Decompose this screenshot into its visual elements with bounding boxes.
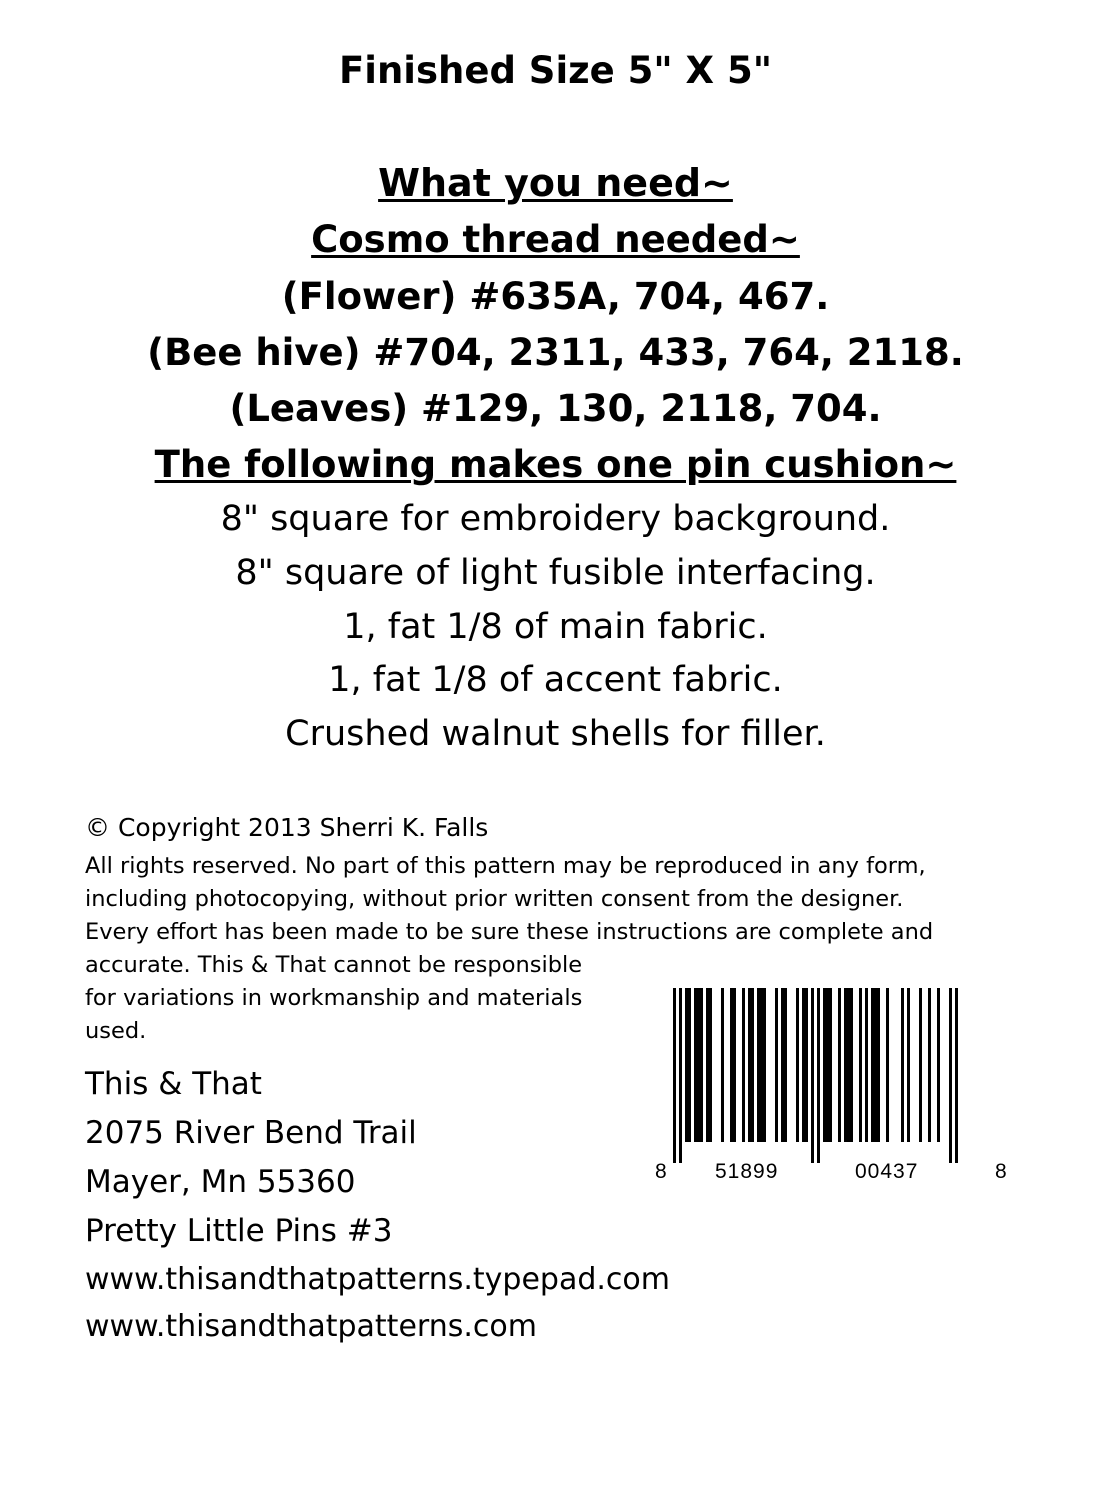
barcode-bar [823,988,832,1142]
supplies-section [0,50,1111,761]
legal-line-6: used. [85,1018,147,1045]
pattern-name: Pretty Little Pins #3 [85,1212,393,1249]
barcode-bar [757,988,766,1142]
barcode [655,988,1010,1189]
supply-item-3: 1, fat 1/8 of main fabric. [343,606,768,647]
barcode-right-digit: 8 [995,1160,1008,1183]
thread-line-leaves: (Leaves) #129, 130, 2118, 704. [229,387,882,430]
city-state-zip: Mayer, Mn 55360 [85,1163,356,1200]
following-makes-heading [0,437,1111,493]
barcode-left-digit: 8 [655,1160,668,1183]
needs-list [0,155,1111,762]
publisher-address [85,1060,670,1351]
barcode-group-2: 00437 [855,1160,919,1183]
finished-size-heading: Finished Size 5" X 5" [339,49,772,92]
supply-item-4: 1, fat 1/8 of accent fabric. [328,660,783,701]
barcode-digits [655,1160,1010,1189]
barcode-space [889,988,901,1163]
barcode-bar [694,988,703,1142]
barcode-space [910,988,919,1163]
following-makes-label: The following makes one pin cushion~ [154,443,957,487]
barcode-bar [844,988,853,1142]
barcode-space [712,988,721,1163]
website-main[interactable]: www.thisandthatpatterns.com [85,1309,537,1345]
legal-line-3: Every effort has been made to be sure these instructions are complete and [85,919,934,946]
what-you-need-heading [0,155,1111,213]
company-name: This & That [85,1066,262,1102]
supply-item-1: 8" square for embroidery background. [220,499,891,540]
what-you-need-label: What you need~ [378,160,733,205]
barcode-space [787,988,796,1163]
website-typepad[interactable]: www.thisandthatpatterns.typepad.com [85,1261,670,1297]
barcode-group-1: 51899 [715,1160,779,1183]
cosmo-thread-label: Cosmo thread needed~ [311,218,800,262]
thread-line-flower: (Flower) #635A, 704, 467. [281,274,830,318]
thread-line-beehive: (Bee hive) #704, 2311, 433, 764, 2118. [147,330,964,374]
barcode-bar [871,988,880,1142]
legal-line-2: including photocopying, without prior written consent from the designer. [85,886,904,913]
barcode-space [766,988,775,1163]
copyright-notice: © Copyright 2013 Sherri K. Falls [85,813,489,842]
street-address: 2075 River Bend Trail [85,1114,417,1151]
legal-line-5: for variations in workmanship and materials [85,985,583,1012]
cosmo-thread-heading [0,212,1111,268]
supply-item-5: Crushed walnut shells for filler. [285,713,826,754]
supply-item-2: 8" square of light fusible interfacing. [235,553,876,594]
legal-line-1: All rights reserved. No part of this pattern may be reproduced in any form, [85,853,926,879]
barcode-bar [955,988,958,1163]
barcode-bars [655,988,1010,1163]
barcode-space [940,988,949,1163]
legal-line-4: accurate. This & That cannot be responsible [85,952,583,979]
